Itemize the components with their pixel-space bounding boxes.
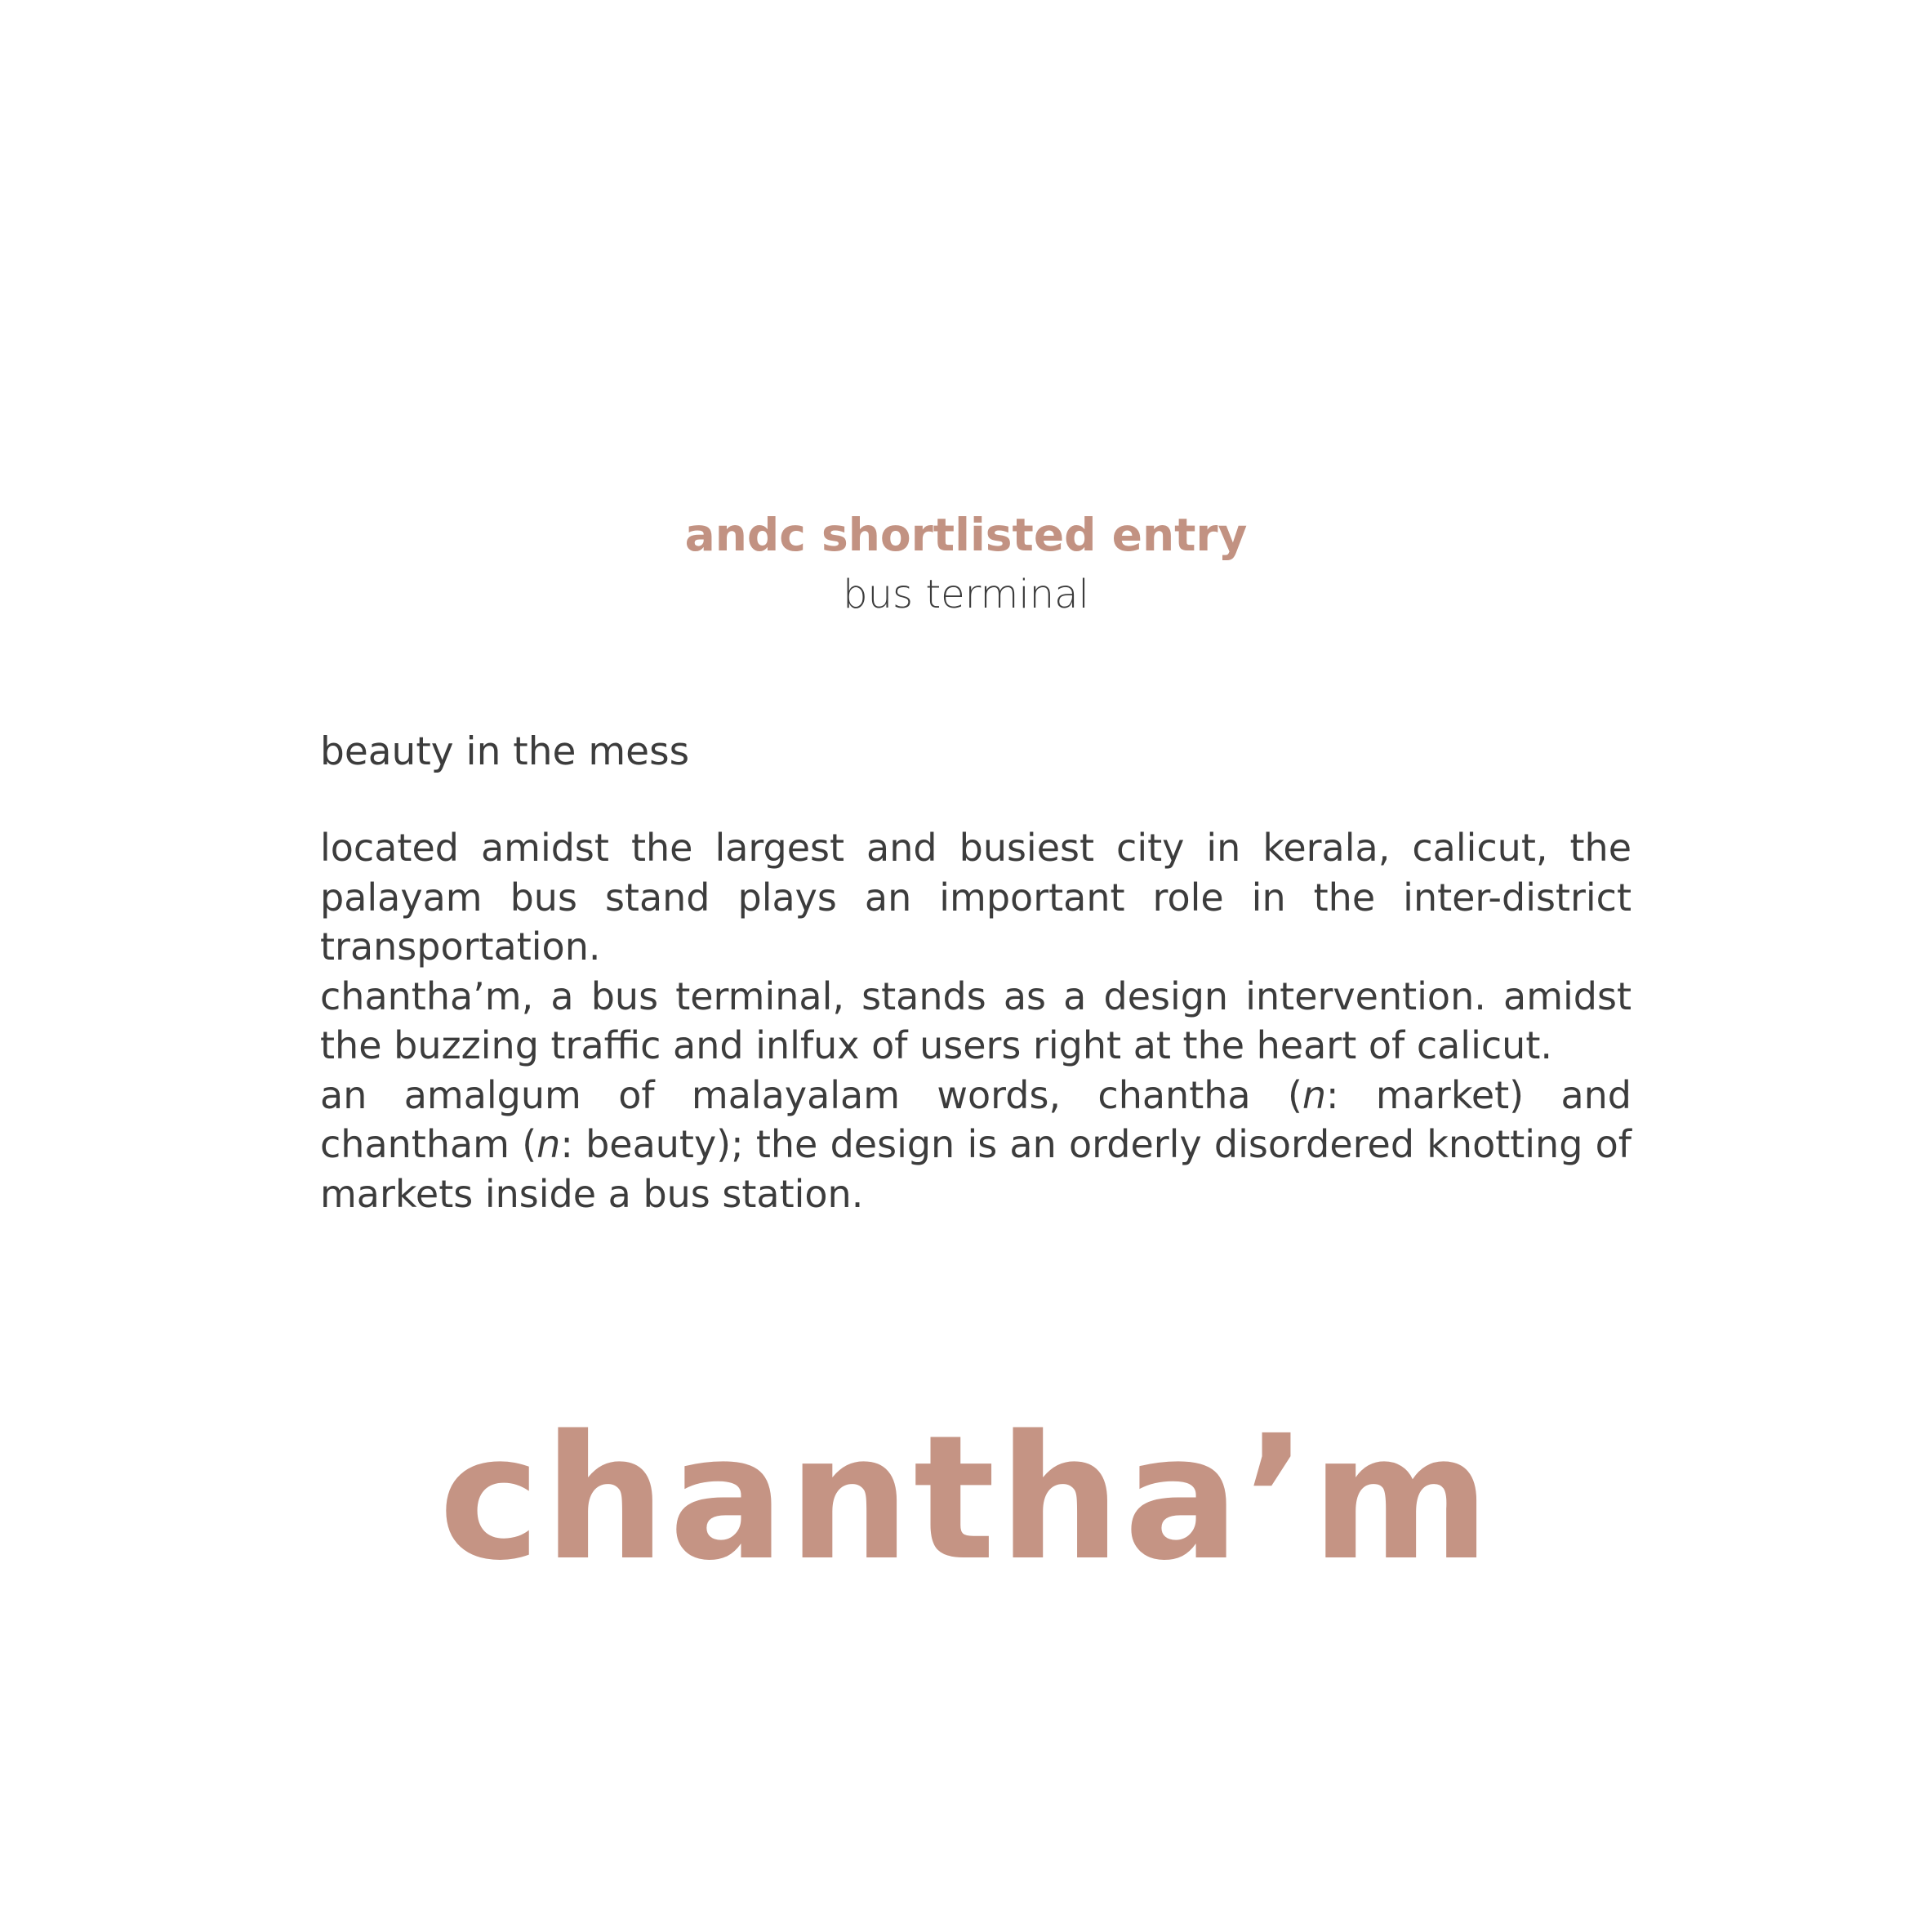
entry-subtitle: bus terminal: [843, 572, 1089, 617]
etymology-text-3: : beauty); the design is an orderly disordered knotting of markets inside a bus station.: [320, 1122, 1632, 1216]
project-title: chantha’m: [438, 1398, 1494, 1598]
etymology-text-2: : market) and chantham (: [320, 1072, 1632, 1166]
paragraph-location: located amidst the largest and busiest city in kerala, calicut, the palayam bus stand plays an important role in the inter-district transportation.: [320, 826, 1632, 969]
etymology-text-1: an amalgum of malayalam words, chantha (: [320, 1072, 1302, 1117]
description-body: [320, 823, 1632, 1218]
entry-heading: andc shortlisted entry: [684, 509, 1248, 561]
noun-marker-2: n: [536, 1122, 561, 1166]
noun-marker-1: n: [1302, 1072, 1327, 1117]
paragraph-etymology: [320, 1071, 1632, 1219]
tagline: beauty in the mess: [320, 729, 690, 774]
paragraph-intervention: chantha’m, a bus terminal, stands as a design intervention. amidst the buzzing traffic and inlfux of users right at the heart of calicut.: [320, 973, 1632, 1067]
